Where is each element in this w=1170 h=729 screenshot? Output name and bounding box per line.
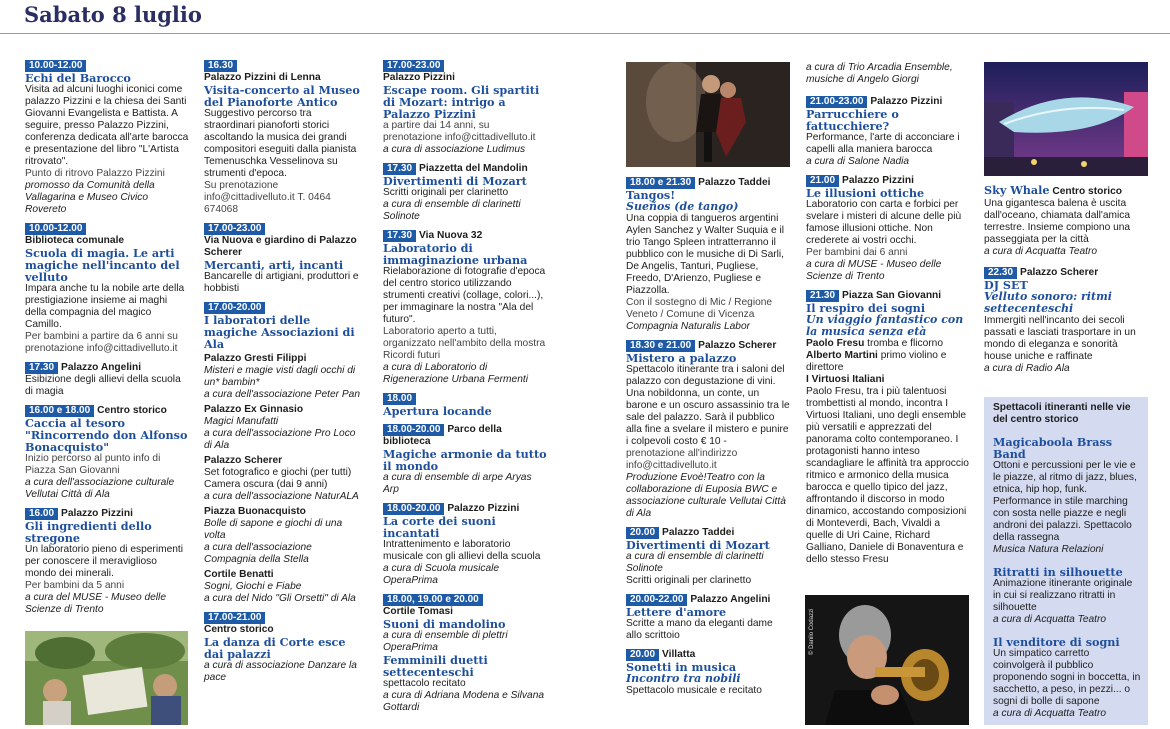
- sub-text: Misteri e magie visti dagli occhi di un* bambin*: [204, 365, 356, 388]
- event-title: Scuola di magia. Le arti magiche nell'incanto del velluto: [25, 246, 180, 284]
- time-badge: 18.00 e 21.30: [626, 177, 695, 189]
- event-caccia-tesoro: [25, 405, 190, 501]
- event-place: Palazzo Pizzini: [447, 503, 520, 514]
- event-title: Divertimenti di Mozart: [383, 174, 527, 188]
- event-title: Mercanti, arti, incanti: [204, 258, 344, 272]
- time-badge: 18.00-20.00: [383, 503, 444, 515]
- event-visita-concerto: [204, 60, 364, 216]
- event-divertimenti-mozart: [383, 163, 548, 223]
- event-title: DJ SET: [984, 278, 1028, 292]
- performer-name: Paolo Fresu: [806, 338, 865, 349]
- event-tangos: [626, 177, 790, 333]
- event-place: Cortile Tomasi: [383, 606, 454, 617]
- time-badge: 18.30 e 21.00: [626, 340, 695, 352]
- event-place: Centro storico: [97, 405, 167, 416]
- time-badge: 17.30: [25, 362, 58, 374]
- event-title: Parrucchiere o fattucchiere?: [806, 107, 899, 133]
- sub-text: Bolle di sapone e giochi di una volta: [204, 518, 343, 541]
- event-dj-set: [984, 267, 1148, 375]
- event-escape-room: [383, 60, 548, 156]
- show-credit: a cura di Acquatta Teatro: [993, 614, 1107, 625]
- time-badge: 18.00: [383, 393, 416, 405]
- event-credit: a cura di ensemble di arpe Aryas Arp: [383, 472, 532, 495]
- event-place: Palazzo Taddei: [698, 177, 771, 188]
- event-credit: a cura di associazione Ludimus: [383, 144, 526, 155]
- sub-text: Magici Manufatti: [204, 416, 279, 427]
- event-title: Il respiro dei sogni: [806, 301, 926, 315]
- show-description: Ottoni e percussioni per le vie e le piazze, al ritmo di jazz, blues, etnica, hip hop, funk. Performance in stile marching con sosta nelle piazze e negli androni dei palazzi. Spettacolo della rassegna: [993, 460, 1137, 543]
- event-note: Per bambini da 5 anni: [25, 580, 125, 591]
- event-description: Spettacolo musicale e recitato: [626, 685, 762, 696]
- event-sonetti-musica: [626, 649, 790, 697]
- event-place: Palazzo Scherer: [1020, 267, 1099, 278]
- event-note: Punto di ritrovo Palazzo Pizzini: [25, 168, 165, 179]
- time-badge: 17.30: [383, 163, 416, 175]
- event-apertura-locande: [383, 393, 548, 417]
- time-badge: 17.00-23.00: [204, 223, 265, 235]
- event-title: Sky Whale: [984, 183, 1050, 197]
- event-note: Per bambini dai 6 anni: [806, 247, 908, 258]
- column-3: [383, 60, 548, 721]
- sub-credit: a cura dell'associazione Pro Loco di Ala: [204, 428, 356, 451]
- event-place: Centro storico: [1052, 186, 1123, 197]
- event-description: Visita ad alcuni luoghi iconici come palazzo Pizzini e la chiesa dei Santi Giovanni Evangelista e Battista. A seguire, presso Palazzo Pizzini, conferenza dedicata all'arte barocca e presentazione del libro "L'Artista ritrovato".: [25, 84, 189, 167]
- event-title: Divertimenti di Mozart: [626, 538, 770, 552]
- event-laboratori-associazioni: [204, 302, 364, 605]
- event-place: Palazzo Angelini: [690, 594, 771, 605]
- event-credit: promosso da Comunità della Vallagarina e Museo Civico Rovereto: [25, 180, 155, 215]
- photo-credit: © Danilo Codazzi: [809, 608, 815, 655]
- performer-name: Alberto Martini: [806, 350, 878, 361]
- event-esibizione: [25, 362, 190, 398]
- event-place: Piazza San Giovanni: [842, 290, 942, 301]
- event-credit-2: a cura di Adriana Modena e Silvana Gottardi: [383, 690, 545, 713]
- event-note: prenotazione all'indirizzo info@cittadivelluto.it: [626, 448, 738, 471]
- event-place: Via Nuova 32: [419, 230, 483, 241]
- event-credit: a cura di ensemble di clarinetti Solinote: [626, 551, 764, 574]
- event-sky-whale: [984, 184, 1148, 258]
- event-place: Centro storico: [204, 624, 274, 635]
- sub-text: Set fotografico e giochi (per tutti) Camera oscura (dai 9 anni): [204, 467, 352, 490]
- sub-place: Palazzo Scherer: [204, 455, 283, 466]
- time-badge: 17.30: [383, 230, 416, 242]
- event-title: Sonetti in musica: [626, 660, 737, 674]
- event-title: Lettere d'amore: [626, 605, 727, 619]
- time-badge: 21.00-23.00: [806, 96, 867, 108]
- performer-name: I Virtuosi Italiani: [806, 374, 885, 385]
- time-badge: 20.00: [626, 649, 659, 661]
- column-2: [204, 60, 364, 691]
- event-corte-suoni: [383, 503, 548, 587]
- itinerant-shows-box: [984, 397, 1148, 725]
- show-ritratti: [993, 566, 1141, 626]
- sub-place: Cortile Benatti: [204, 569, 274, 580]
- event-title: Mistero a palazzo: [626, 351, 737, 365]
- sub-event: [204, 404, 364, 452]
- event-title: I laboratori delle magiche Associazioni di Ala: [204, 313, 355, 351]
- sub-place: Piazza Buonacquisto: [204, 506, 306, 517]
- time-badge: 10.00-12.00: [25, 223, 86, 235]
- event-scuola-magia: [25, 223, 190, 355]
- event-place: Palazzo Pizzini: [842, 175, 914, 186]
- time-badge: 20.00-22.00: [626, 594, 687, 606]
- column-5: [806, 62, 970, 573]
- show-title: Il venditore di sogni: [993, 635, 1120, 649]
- event-credit: a cura di Acquatta Teatro: [984, 246, 1098, 257]
- page-title: Sabato 8 luglio: [24, 2, 202, 27]
- event-credit: a cura di MUSE - Museo delle Scienze di Trento: [806, 259, 942, 282]
- event-note: Per bambini a partire da 6 anni su prenotazione info@cittadivelluto.it: [25, 331, 178, 354]
- whale-photo: [984, 62, 1148, 176]
- time-badge: 18.00-20.00: [383, 424, 444, 436]
- header-divider: [0, 33, 1170, 34]
- time-badge: 10.00-12.00: [25, 60, 86, 72]
- performer-line: [806, 338, 970, 350]
- event-place: Via Nuova e giardino di Palazzo Scherer: [204, 235, 357, 258]
- time-badge: 16.30: [204, 60, 237, 72]
- event-subtitle: Sueños (de tango): [626, 200, 739, 213]
- event-illusioni-ottiche: [806, 175, 970, 283]
- time-badge: 22.30: [984, 267, 1017, 279]
- event-title: Visita-concerto al Museo del Pianoforte Antico: [204, 83, 360, 109]
- event-description: Scritti originali per clarinetto: [626, 575, 752, 586]
- column-6: [984, 184, 1148, 382]
- sub-credit: a cura dell'associazione Compagnia della Stella: [204, 542, 312, 565]
- event-description: Rielaborazione di fotografie d'epoca del centro storico utilizzando strumenti creativi (collage, colori...), per immaginare la nostra "Ala del futuro".: [383, 266, 546, 325]
- event-title: Gli ingredienti dello stregone: [25, 519, 152, 545]
- column-1: [25, 60, 190, 623]
- event-place: Palazzo Taddei: [662, 527, 735, 538]
- event-description: Performance, l'arte di acconciare i capelli alla maniera barocca: [806, 132, 960, 155]
- show-description: Un simpatico carretto coinvolgerà il pubblico proponendo sogni in boccetta, in sacchetto, a peso, in pezzi... o sogni di bolle di sapone: [993, 648, 1141, 707]
- event-note: a partire dai 14 anni, su prenotazione info@cittadivelluto.it: [383, 120, 536, 143]
- time-badge: 18.00, 19.00 e 20.00: [383, 594, 483, 606]
- performer-role: primo violino e direttore: [806, 350, 947, 373]
- show-title: Magicaboola Brass Band: [993, 435, 1113, 461]
- event-divertimenti-mozart-2: [626, 527, 790, 587]
- sub-event: [204, 506, 364, 566]
- event-note: Inizio percorso al punto info di Piazza San Giovanni: [25, 453, 161, 476]
- event-echi-barocco: [25, 60, 190, 216]
- column-4: [626, 177, 790, 704]
- event-credit: a cura di Trio Arcadia Ensemble, musiche di Angelo Giorgi: [806, 62, 953, 85]
- time-badge: 20.00: [626, 527, 659, 539]
- event-mercanti: [204, 223, 364, 295]
- event-description: Paolo Fresu, tra i più talentuosi trombettisti al mondo, incontra I Virtuosi Italiani, uno degli ensemble più versatili e apprezzati del panorama colto contemporaneo. I protagonisti hanno inteso scandagliare le affinità tra approccio ritmico e armonico della musica barocca e quello tipico del jazz, affrontando il discorso in modo dinamico, accostando composizioni di Monteverdi, Bach, Vivaldi a quelle di Uri Caine, Richard Galliano, Daniele di Bonaventura e dello stesso Fresu: [806, 386, 969, 565]
- event-credit: a cura di ensemble di plettri OperaPrima: [383, 630, 508, 653]
- sub-place: Palazzo Gresti Filippi: [204, 353, 307, 364]
- event-description: Un laboratorio pieno di esperimenti per conoscere il meraviglioso mondo dei minerali.: [25, 544, 183, 579]
- event-lettere-amore: [626, 594, 790, 642]
- tango-photo: [626, 62, 790, 167]
- event-place: Biblioteca comunale: [25, 235, 125, 246]
- event-credit: a cura di Salone Nadia: [806, 156, 910, 167]
- event-mistero-palazzo: [626, 340, 790, 520]
- event-note: Con il sostegno di Mic / Regione Veneto / Comune di Vicenza: [626, 297, 773, 320]
- event-title: La danza di Corte esce dai palazzi: [204, 635, 346, 661]
- event-description: Intrattenimento e laboratorio musicale con gli allievi della scuola: [383, 539, 541, 562]
- event-place: Parco della biblioteca: [383, 424, 502, 447]
- event-title: Apertura locande: [383, 404, 492, 418]
- event-description: Scritte a mano da eleganti dame allo scrittoio: [626, 618, 773, 641]
- event-title: Caccia al tesoro "Rincorrendo don Alfonso Bonacquisto": [25, 416, 188, 454]
- event-title: Magiche armonie da tutto il mondo: [383, 447, 547, 473]
- sub-text: Sogni, Giochi e Fiabe: [204, 581, 302, 592]
- event-description: Suggestivo percorso tra straordinari pianoforti storici ascoltando la musica dei grandi compositori eseguiti dalla pianista Temenuschka Vesselinova su strumenti d'epoca.: [204, 108, 357, 179]
- time-badge: 17.00-20.00: [204, 302, 265, 314]
- event-title: La corte dei suoni incantati: [383, 514, 496, 540]
- event-description: Laboratorio con carta e forbici per svelare i misteri di alcune delle più famose illusioni ottiche. Non crederete ai vostri occhi.: [806, 199, 962, 246]
- event-magiche-armonie: [383, 424, 548, 496]
- event-credit: a cura di associazione Danzare la pace: [204, 660, 357, 683]
- time-badge: 17.00-23.00: [383, 60, 444, 72]
- event-danza-corte: [204, 612, 364, 684]
- event-title: Tangos!: [626, 188, 676, 202]
- event-title: Suoni di mandolino: [383, 617, 506, 631]
- event-title: Laboratorio di immaginazione urbana: [383, 241, 528, 267]
- event-place: Palazzo Pizzini di Lenna: [204, 72, 321, 83]
- event-place: Palazzo Pizzini: [61, 508, 133, 519]
- event-credit: a cura di Scuola musicale OperaPrima: [383, 563, 500, 586]
- event-place: Palazzo Pizzini: [383, 72, 455, 83]
- event-credit: Compagnia Naturalis Labor: [626, 321, 751, 332]
- time-badge: 21.00: [806, 175, 839, 187]
- event-credit: a cura del MUSE - Museo delle Scienze di Trento: [25, 592, 166, 615]
- sub-place: Palazzo Ex Ginnasio: [204, 404, 304, 415]
- event-description: Una gigantesca balena è uscita dall'oceano, chiamata dall'amica terrestre. Insieme compiono una passeggiata per la città: [984, 198, 1131, 245]
- event-ingredienti-stregone: [25, 508, 190, 616]
- time-badge: 17.00-21.00: [204, 612, 265, 624]
- event-suoni-mandolino: [383, 594, 548, 714]
- time-badge: 21.30: [806, 290, 839, 302]
- event-place: Villatta: [662, 649, 696, 660]
- garden-photo: [25, 631, 188, 725]
- event-continuation: [806, 62, 970, 86]
- show-venditore-sogni: [993, 636, 1141, 720]
- event-description-2: spettacolo recitato: [383, 678, 466, 689]
- event-place: Palazzo Scherer: [698, 340, 777, 351]
- show-credit: Musica Natura Relazioni: [993, 544, 1104, 555]
- event-credit: a cura di ensemble di clarinetti Solinote: [383, 199, 521, 222]
- event-subtitle: Incontro tra nobili: [626, 672, 741, 685]
- event-credit: a cura di Laboratorio di Rigenerazione Urbana Fermenti: [383, 362, 528, 385]
- event-description: Esibizione degli allievi della scuola di magia: [25, 374, 181, 397]
- event-description: Una coppia di tangueros argentini Aylen Sanchez y Walter Suquia e il trio Tango Spleen intratterranno il pubblico con le musiche di Di Sarli, De Angelis, Tanturi, Pugliese, Freedo, D'Arienzo, Pugliese e Piazzolla.: [626, 213, 784, 296]
- time-badge: 16.00: [25, 508, 58, 520]
- event-place: Piazzetta del Mandolin: [419, 163, 528, 174]
- sub-credit: a cura dell'associazione Peter Pan: [204, 389, 360, 400]
- show-title: Ritratti in silhouette: [993, 565, 1123, 579]
- event-place: Palazzo Pizzini: [870, 96, 943, 107]
- event-subtitle: Un viaggio fantastico con la musica senza età: [806, 313, 964, 338]
- show-description: Animazione itinerante originale in cui si realizzano ritratti in silhouette: [993, 578, 1133, 613]
- event-respiro-sogni: [806, 290, 970, 566]
- event-description: Impara anche tu la nobile arte della prestigiazione insieme ai maghi della compagnia del magico Camillo.: [25, 283, 185, 330]
- sub-event: [204, 353, 364, 401]
- event-credit: a cura dell'associazione culturale Vellutai Città di Ala: [25, 477, 175, 500]
- event-title: Le illusioni ottiche: [806, 186, 925, 200]
- show-magicaboola: [993, 436, 1141, 556]
- sub-credit: a cura del Nido "Gli Orsetti" di Ala: [204, 593, 356, 604]
- sub-event: [204, 569, 364, 605]
- performer-line: [806, 374, 970, 386]
- box-heading: Spettacoli itineranti nelle vie del centro storico: [993, 402, 1131, 425]
- event-title-2: Femminili duetti settecenteschi: [383, 653, 488, 679]
- show-credit: a cura di Acquatta Teatro: [993, 708, 1107, 719]
- event-parrucchiere: [806, 96, 970, 168]
- performer-line: [806, 350, 970, 374]
- event-description: Spettacolo itinerante tra i saloni del palazzo con degustazione di vini. Una nobildonna, un conte, un barone e un oscuro assassinio tra le sale del palazzo. Sarà il pubblico alla fine a svelare il mistero e punire i colpevoli costo € 10 -: [626, 364, 790, 447]
- event-credit: a cura di Radio Ala: [984, 363, 1070, 374]
- performer-role: tromba e flicorno: [864, 338, 944, 349]
- event-title: Echi del Barocco: [25, 71, 131, 85]
- event-description: Immergiti nell'incanto dei secoli passati e lasciati trasportare in un mondo di eleganza e sonorità house uniche e raffinate: [984, 315, 1136, 362]
- event-description: Bancarelle di artigiani, produttori e hobbisti: [204, 271, 359, 294]
- event-title: Escape room. Gli spartiti di Mozart: intrigo a Palazzo Pizzini: [383, 83, 540, 121]
- event-place: Palazzo Angelini: [61, 362, 142, 373]
- sub-credit: a cura dell'associazione NaturALA: [204, 491, 359, 502]
- event-note: Su prenotazione info@cittadivelluto.it T. 0464 674068: [204, 180, 331, 215]
- sub-event: [204, 455, 364, 503]
- trumpet-photo: [805, 595, 969, 725]
- event-laboratorio-urbano: [383, 230, 548, 386]
- event-description: Scritti originali per clarinetto: [383, 187, 509, 198]
- event-credit: Produzione Evoè!Teatro con la collaborazione di Euposia BWC e associazione culturale Vellutai Città di Ala: [626, 472, 786, 519]
- event-subtitle: Velluto sonoro: ritmi settecenteschi: [984, 290, 1112, 315]
- time-badge: 16.00 e 18.00: [25, 405, 94, 417]
- event-note: Laboratorio aperto a tutti, organizzato nell'ambito della mostra Ricordi futuri: [383, 326, 546, 361]
